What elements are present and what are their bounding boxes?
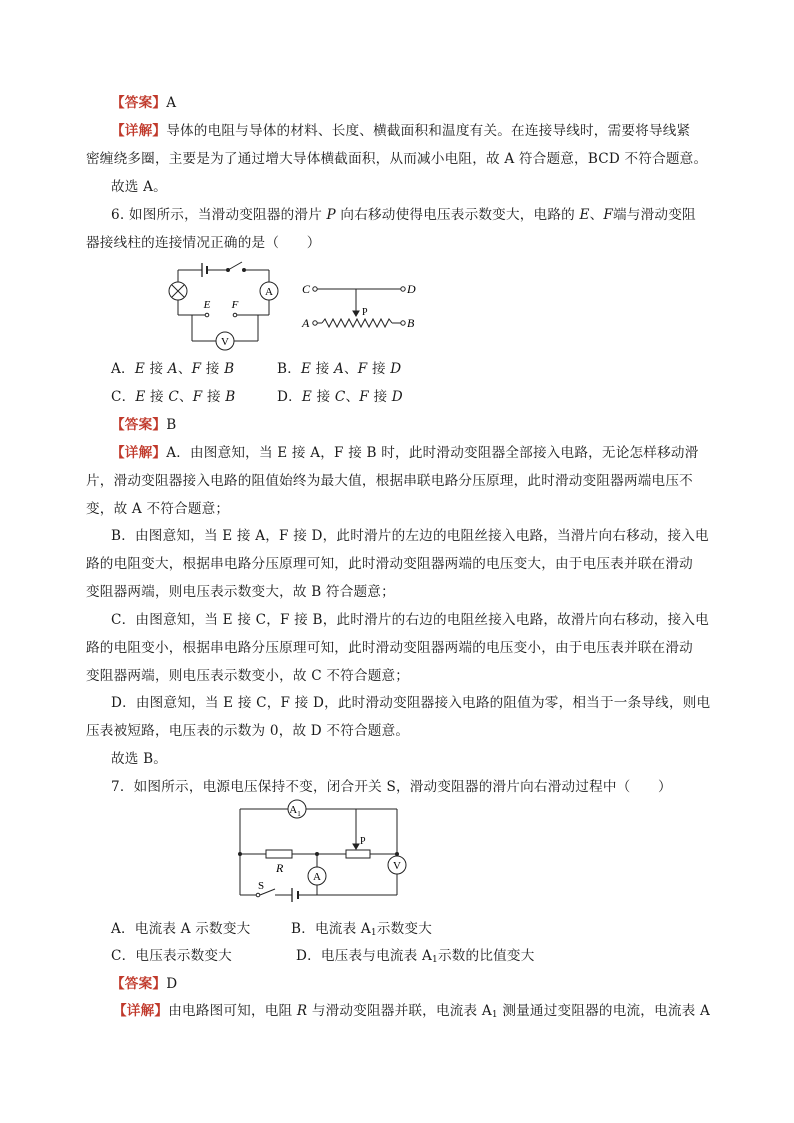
- option-text: 示数的比值变大: [437, 948, 535, 964]
- option-var: F: [192, 389, 203, 405]
- option-var: C: [168, 389, 179, 405]
- terminal-A-label: A: [302, 316, 310, 330]
- option-text: D．: [277, 389, 302, 405]
- q6-stem: [111, 206, 696, 224]
- q6-detail-line: 路的电阻变小，根据串电路分压原理可知，此时滑动变阻器两端的电压变小，由于电压表并联在滑动: [86, 640, 693, 656]
- q6-rheostat-diagram: [300, 278, 420, 333]
- answer-value: B: [166, 417, 177, 433]
- q6-option-C: [111, 388, 235, 406]
- q7-option-B: [291, 920, 432, 942]
- terminal-B-label: B: [407, 316, 415, 330]
- q7-stem: 7．如图所示，电源电压保持不变，闭合开关 S，滑动变阻器的滑片向右滑动过程中（ ）: [111, 779, 672, 795]
- option-var: E: [134, 361, 145, 377]
- detail-tag: 【详解】: [111, 445, 167, 461]
- option-text: 接: [145, 389, 169, 405]
- q6-detail-line: 片，滑动变阻器接入电路的阻值始终为最大值，根据串联电路分压原理，此时滑动变阻器两端电压不: [86, 473, 693, 489]
- option-var: A: [167, 361, 178, 377]
- option-text: 接: [368, 389, 392, 405]
- stem-text: 端与滑动变阻: [613, 207, 696, 223]
- question-number: 6.: [111, 207, 125, 223]
- detail-text: 由电路图可知，电阻: [168, 1003, 297, 1019]
- stem-var: P: [326, 207, 336, 223]
- resistor-R-label: R: [276, 861, 284, 875]
- voltmeter-label: V: [221, 336, 229, 348]
- q6-detail-line: 变，故 A 不符合题意；: [86, 501, 230, 517]
- q5-conclusion: 故选 A。: [111, 179, 167, 195]
- option-text: C．: [111, 389, 136, 405]
- detail-text: A．由图意知，当 E 接 A，F 接 B 时，此时滑动变阻器全部接入电路，无论怎样移动滑: [166, 445, 699, 461]
- q5-detail-line: [111, 122, 690, 140]
- detail-text: 与滑动变阻器并联，电流表 A: [307, 1003, 492, 1019]
- q5-answer: [111, 94, 176, 112]
- answer-tag: 【答案】: [111, 976, 167, 992]
- option-var: E: [301, 389, 313, 405]
- terminal-E-label: E: [203, 299, 211, 311]
- detail-tag: 【详解】: [113, 1003, 169, 1019]
- detail-sub: 1: [491, 1010, 498, 1020]
- slider-P-label: P: [362, 307, 368, 318]
- stem-text: 如图所示，当滑动变阻器的滑片: [128, 207, 327, 223]
- q6-option-B: [277, 360, 401, 378]
- stem-text: 向右移动使得电压表示数变大，电路的: [335, 207, 580, 223]
- q6-stem-cont: 器接线柱的连接情况正确的是（ ）: [86, 235, 321, 251]
- q6-detail-line: B．由图意知，当 E 接 A，F 接 D，此时滑片的左边的电阻丝接入电路，当滑片向右移动，接入电: [111, 528, 709, 544]
- q5-detail-line: 密缠绕多圈，主要是为了通过增大导体横截面积，从而减小电阻，故 A 符合题意，BCD 不符合题意。: [86, 151, 708, 167]
- switch-S-label: S: [258, 880, 265, 892]
- option-text: 接: [202, 389, 226, 405]
- stem-var: E: [579, 207, 590, 223]
- q6-detail-line: D．由图意知，当 E 接 C，F 接 D，此时滑动变阻器接入电路的阻值为零，相当于一条导线，则电: [111, 695, 711, 711]
- q6-conclusion: 故选 B。: [111, 751, 168, 767]
- stem-text: 、: [589, 207, 604, 223]
- q7-option-D: [296, 947, 535, 969]
- option-text: 、: [345, 389, 360, 405]
- option-text: 、: [178, 389, 193, 405]
- option-var: B: [224, 361, 235, 377]
- terminal-F-label: F: [231, 299, 239, 311]
- option-var: F: [359, 389, 369, 405]
- q6-detail-line: 压表被短路，电压表的示数为 0，故 D 不符合题意。: [86, 723, 410, 739]
- option-text: B．电流表 A: [291, 921, 371, 937]
- detail-tag: 【详解】: [111, 123, 167, 139]
- q7-option-C: C．电压表示数变大: [111, 948, 232, 964]
- q6-detail-line: 变阻器两端，则电压表示数变小，故 C 不符合题意；: [86, 668, 410, 684]
- q6-detail-line: 变阻器两端，则电压表示数变大，故 B 符合题意；: [86, 584, 395, 600]
- q7-option-A: A．电流表 A 示数变大: [111, 921, 251, 937]
- q6-option-A: [111, 360, 234, 378]
- option-text: 接: [201, 361, 225, 377]
- option-var: E: [135, 389, 146, 405]
- option-text: 、: [343, 361, 358, 377]
- ammeter-label: A: [265, 286, 273, 298]
- q7-detail-line: [113, 1002, 710, 1024]
- option-var: F: [191, 361, 202, 377]
- voltmeter-label: V: [393, 860, 401, 872]
- q6-circuit-diagram: [160, 253, 290, 353]
- option-text: 接: [312, 389, 335, 405]
- q6-answer: [111, 416, 176, 434]
- answer-tag: 【答案】: [111, 417, 167, 433]
- option-text: 接: [144, 361, 168, 377]
- option-var: D: [390, 361, 402, 377]
- option-text: 接: [367, 361, 391, 377]
- detail-text: 测量通过变阻器的电流，电流表 A: [497, 1003, 710, 1019]
- option-text: 、: [177, 361, 192, 377]
- ammeter-A1-label: [289, 804, 301, 818]
- option-text: D．电压表与电流表 A: [296, 948, 432, 964]
- ammeter-A-label: A: [313, 871, 321, 883]
- terminal-D-label: D: [407, 282, 416, 296]
- q6-option-D: [277, 388, 403, 406]
- detail-var: R: [296, 1003, 308, 1019]
- option-text: B．: [277, 361, 301, 377]
- q7-answer: [111, 975, 177, 993]
- detail-text: 导体的电阻与导体的材料、长度、横截面积和温度有关。在连接导线时，需要将导线紧: [166, 123, 691, 139]
- option-var: C: [334, 389, 346, 405]
- stem-var: F: [603, 207, 614, 223]
- q6-detail-line: [111, 444, 698, 462]
- terminal-C-label: C: [302, 282, 311, 296]
- answer-value: A: [166, 95, 177, 111]
- option-var: F: [357, 361, 368, 377]
- option-var: B: [225, 389, 236, 405]
- option-sub: 1: [370, 928, 377, 938]
- q6-detail-line: 路的电阻变大，根据串电路分压原理可知，此时滑动变阻器两端的电压变大，由于电压表并联在滑动: [86, 556, 693, 572]
- q6-detail-line: C．由图意知，当 E 接 C，F 接 B，此时滑片的右边的电阻丝接入电路，故滑片向右移动，接入电: [111, 612, 709, 628]
- option-text: A．: [111, 361, 135, 377]
- option-var: D: [391, 389, 403, 405]
- answer-tag: 【答案】: [111, 95, 167, 111]
- option-text: 示数变大: [376, 921, 433, 937]
- answer-value: D: [166, 976, 178, 992]
- slider-P-label: P: [360, 836, 366, 847]
- option-text: 接: [311, 361, 334, 377]
- option-var: A: [333, 361, 344, 377]
- q7-circuit-diagram: [232, 796, 412, 908]
- ammeter-A1-letter: A: [289, 804, 298, 816]
- ammeter-A1-sub: 1: [297, 810, 301, 818]
- option-var: E: [300, 361, 312, 377]
- option-sub: 1: [432, 955, 438, 965]
